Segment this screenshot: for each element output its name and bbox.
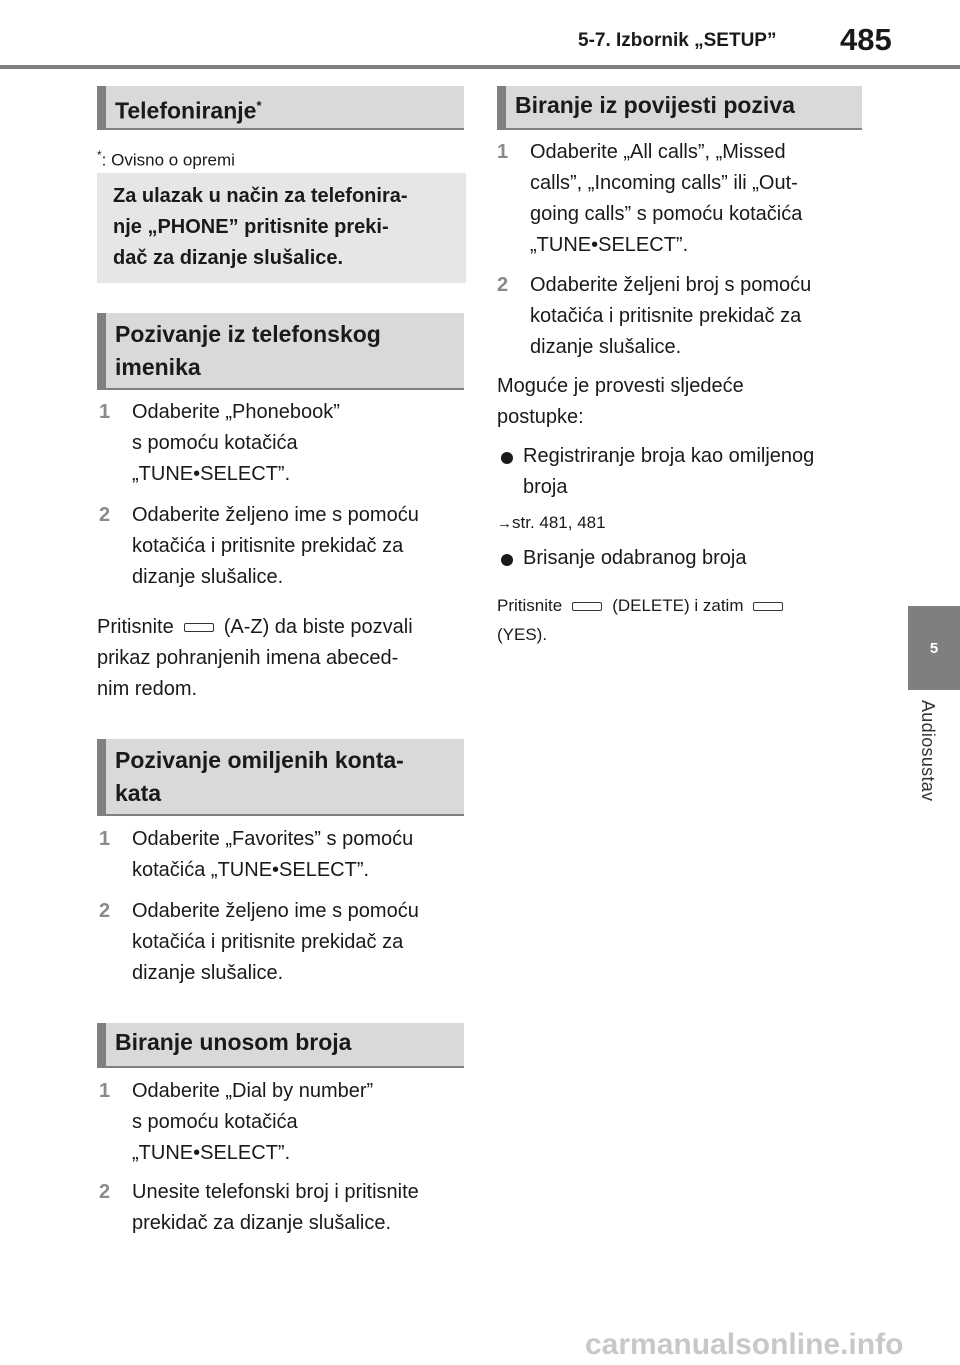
header-rule bbox=[0, 65, 960, 69]
delete-instruction: Pritisnite (DELETE) i zatim (YES). bbox=[497, 591, 867, 649]
heading-dial: Biranje unosom broja bbox=[97, 1023, 464, 1068]
arrow-icon: → bbox=[497, 515, 512, 532]
chapter-tab[interactable] bbox=[908, 606, 960, 690]
heading-phonebook: Pozivanje iz telefonskog imenika bbox=[97, 313, 464, 390]
section-title: 5-7. Izbornik „SETUP” bbox=[578, 30, 777, 51]
heading-history: Biranje iz povijesti poziva bbox=[497, 86, 862, 130]
watermark: carmanualsonline.info bbox=[585, 1328, 904, 1361]
button-icon bbox=[753, 602, 783, 611]
heading-favorites: Pozivanje omiljenih konta- kata bbox=[97, 739, 464, 816]
button-icon bbox=[184, 623, 214, 632]
button-icon bbox=[572, 602, 602, 611]
bullet-dot bbox=[501, 554, 513, 566]
page-reference[interactable]: →str. 481, 481 bbox=[497, 513, 606, 532]
phone-mode-note: Za ulazak u način za telefonira- nje „PHONE” pritisnite preki- dač za dizanje slušalice. bbox=[97, 173, 466, 283]
pb-paragraph: Pritisnite (A-Z) da biste pozvali prikaz pohranjenih imena abeced- nim redom. bbox=[97, 616, 413, 700]
chapter-label: Audiosustav bbox=[918, 700, 938, 802]
page-number: 485 bbox=[840, 22, 892, 57]
chapter-number: 5 bbox=[929, 639, 939, 657]
possible-actions: Moguće je provesti sljedeće postupke: bbox=[497, 375, 744, 428]
heading-telefoniranje: Telefoniranje* bbox=[97, 86, 464, 130]
footnote: *: Ovisno o opremi bbox=[97, 148, 235, 170]
bullet-dot bbox=[501, 452, 513, 464]
